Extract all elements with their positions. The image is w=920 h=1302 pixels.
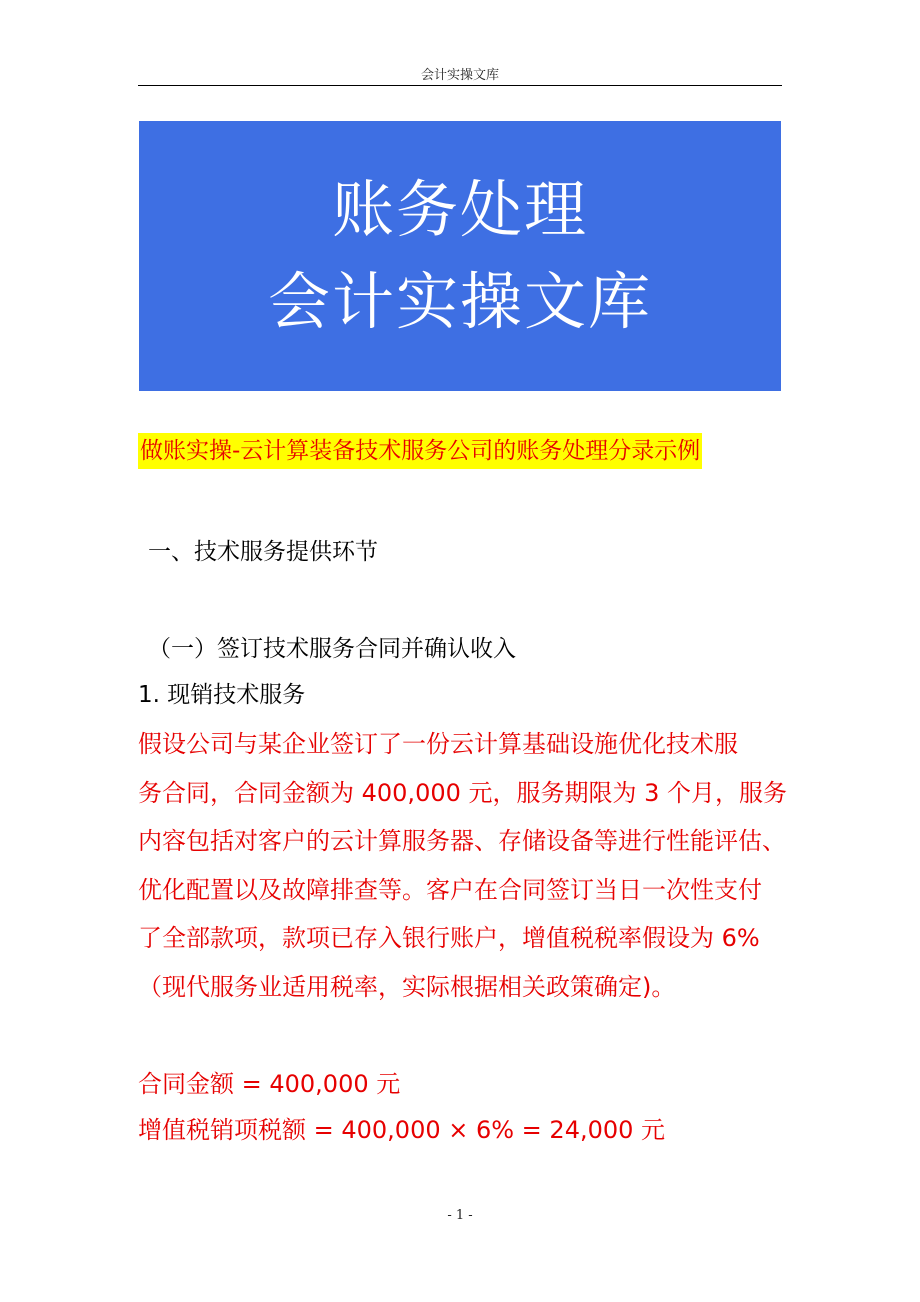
subsection-heading: （一）签订技术服务合同并确认收入 [148,636,516,662]
paragraph-line: 内容包括对客户的云计算服务器、存储设备等进行性能评估、 [138,827,786,855]
page-number: - 1 - [447,1208,473,1223]
item-heading: 1. 现销技术服务 [138,682,306,708]
page-header: 会计实操文库 [420,68,499,83]
paragraph-line: 假设公司与某企业签订了一份云计算基础设施优化技术服 [138,730,738,758]
paragraph-line: 优化配置以及故障排查等。客户在合同签订当日一次性支付 [138,875,762,904]
paragraph-line: 了全部款项，款项已存入银行账户，增值税税率假设为 6% [138,924,760,952]
banner-title-line-1: 账务处理 [331,173,588,246]
paragraph-line: 务合同，合同金额为 400,000 元，服务期限为 3 个月，服务 [138,778,788,807]
header-divider [138,85,782,86]
section-heading: 一、技术服务提供环节 [148,539,378,565]
banner-title-line-2: 会计实操文库 [267,265,652,338]
contract-amount-formula: 合同金额 = 400,000 元 [138,1070,401,1098]
cover-banner [139,121,781,391]
output-vat-formula: 增值税销项税额 = 400,000 × 6% = 24,000 元 [138,1116,666,1144]
body-paragraph [138,720,788,1011]
paragraph-line: （现代服务业适用税率，实际根据相关政策确定)。 [138,972,676,1001]
document-title: 做账实操-云计算装备技术服务公司的账务处理分录示例 [138,433,702,469]
